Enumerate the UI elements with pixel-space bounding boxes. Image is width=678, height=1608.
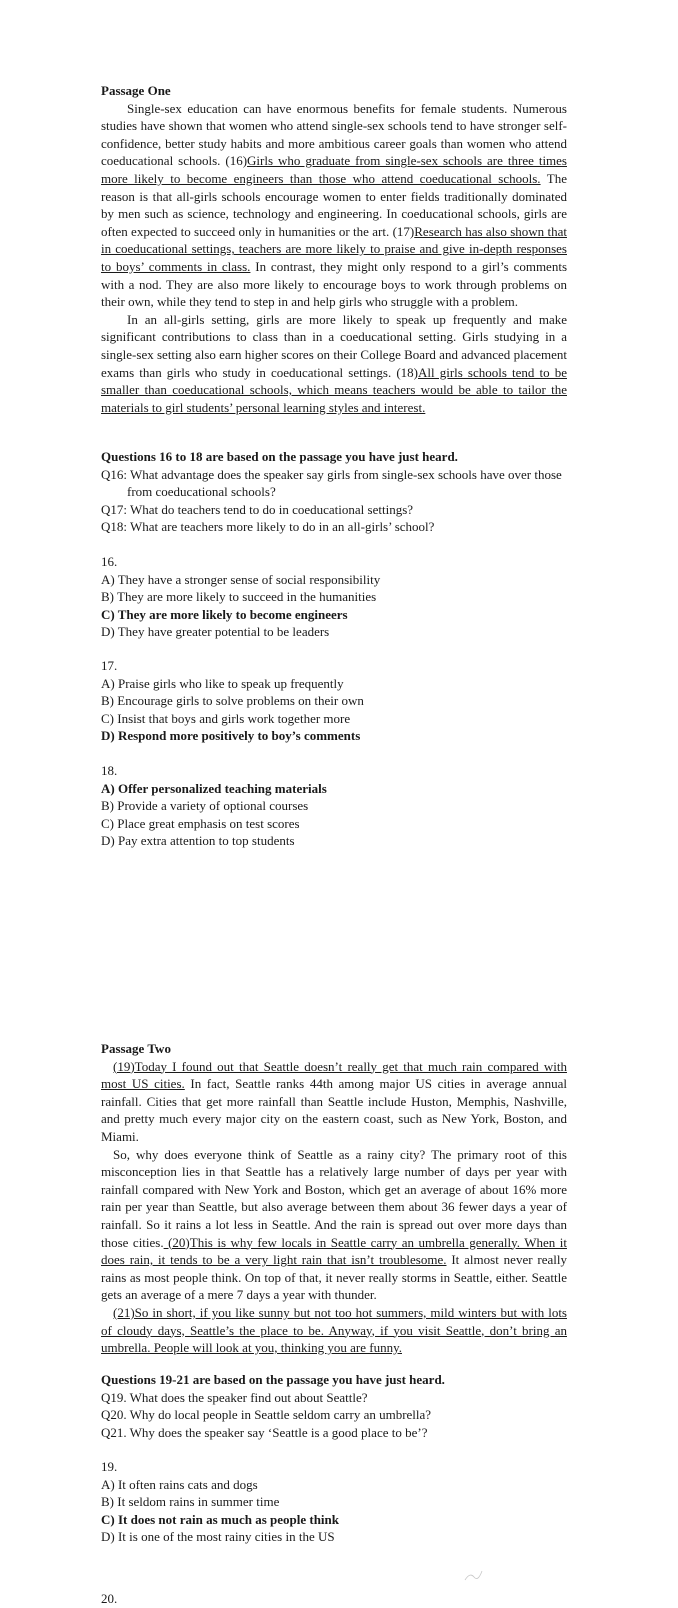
- question-number: 19.: [101, 1459, 118, 1474]
- questions-one-heading: Questions 16 to 18 are based on the passage you have just heard.: [101, 449, 458, 464]
- option-a: A) They have a stronger sense of social responsibility: [101, 571, 381, 587]
- answer-group-20: [101, 1590, 567, 1608]
- answer-group-17: [101, 657, 567, 745]
- text-run: So, why does everyone think of Seattle as a rainy city? The primary root of this misconception lies in that Seattle has a relatively large number of days per year with rainfall compared with New York and Boston, which get an average of about 16% more rain per year than Seattle, but also average between them about 36 fewer days a year of rainfall. So it rains a lot less in Seattle. And the rain is spread out over more days than those cities.: [101, 1146, 567, 1250]
- passage-one: [101, 82, 567, 416]
- question-number: 20.: [101, 1591, 118, 1606]
- option-d-correct: D) Respond more positively to boy’s comments: [101, 728, 361, 744]
- passage-one-paragraph-2: [101, 311, 567, 417]
- underlined-answer-20: (20)This is why few locals in Seattle carry an umbrella generally. When it does rain, it tends to be a very light rain that isn’t troublesome.: [101, 1234, 567, 1268]
- option-a: A) Praise girls who like to speak up frequently: [101, 675, 344, 691]
- option-c-correct: C) It does not rain as much as people think: [101, 1511, 340, 1527]
- question-19: Q19. What does the speaker find out about Seattle?: [101, 1389, 368, 1405]
- passage-two-paragraph-3: [101, 1304, 567, 1357]
- question-20: Q20. Why do local people in Seattle seldom carry an umbrella?: [101, 1407, 432, 1423]
- passage-two-title: Passage Two: [101, 1041, 171, 1056]
- passage-two-paragraph-1: [101, 1058, 567, 1146]
- scan-artifact: [462, 1568, 484, 1584]
- underlined-answer-18: All girls schools tend to be smaller than coeducational schools, which means teachers would be able to tailor the materials to girl students’ personal learning styles and interest.: [101, 364, 567, 415]
- text-run: In contrast, they might only respond to a girl’s comments with a nod. They are also more likely to encourage boys to work through problems on their own, while they tend to step in and help girls who struggle with a problem.: [101, 258, 567, 310]
- questions-two-heading: Questions 19-21 are based on the passage you have just heard.: [101, 1372, 445, 1387]
- option-c: C) Place great emphasis on test scores: [101, 815, 300, 831]
- option-d: D) Pay extra attention to top students: [101, 833, 295, 849]
- questions-two: [101, 1371, 567, 1441]
- option-c: C) Insist that boys and girls work together more: [101, 710, 351, 726]
- answer-group-18: [101, 762, 567, 850]
- question-16: Q16: What advantage does the speaker say girls from single-sex schools have over those from coeducational schools?: [101, 466, 562, 500]
- text-run: Single-sex education can have enormous benefits for female students. Numerous studies have shown that women who attend single-sex schools tend to have stronger self-confidence, better study habits and more ambitious career goals than women who attend coeducational schools. (16): [101, 100, 567, 169]
- passage-two: [101, 1040, 567, 1357]
- underlined-answer-17: Research has also shown that in coeducational settings, teachers are more likely to praise and give in-depth responses to boys’ comments in class.: [101, 223, 567, 274]
- passage-two-paragraph-2: [101, 1146, 567, 1304]
- text-run: The reason is that all-girls schools encourage women to enter fields traditionally dominated by men such as science, technology and engineering. In coeducational schools, girls are often expected to succeed only in humanities or the art. (17): [101, 170, 567, 239]
- passage-one-title: Passage One: [101, 83, 171, 98]
- text-run: It almost never really rains as most people think. On top of that, it never really storms in Seattle, either. Seattle gets an average of a mere 7 days a year with thunder.: [101, 1252, 567, 1303]
- question-number: 16.: [101, 554, 118, 569]
- answer-group-19: [101, 1458, 567, 1546]
- text-run: In an all-girls setting, girls are more likely to speak up frequently and make significant contributions to class than in a coeducational setting. Girls studying in a single-sex setting also earn higher scores on their College Board and advanced placement exams than girls who study in coeducational settings. (18): [101, 311, 567, 380]
- answer-group-16: [101, 553, 567, 641]
- option-a: A) It often rains cats and dogs: [101, 1476, 258, 1492]
- passage-one-paragraph-1: [101, 100, 567, 311]
- option-a-correct: A) Offer personalized teaching materials: [101, 780, 327, 796]
- option-c-correct: C) They are more likely to become engineers: [101, 606, 348, 622]
- question-18: Q18: What are teachers more likely to do in an all-girls’ school?: [101, 519, 435, 535]
- text-run: In fact, Seattle ranks 44th among major US cities in average annual rainfall. Cities that get more rainfall than Seattle include Huston, Memphis, Nashville, and pretty much every major city on the eastern coast, such as New York, Boston, and Miami.: [101, 1076, 568, 1144]
- option-d: D) They have greater potential to be leaders: [101, 624, 330, 640]
- option-b: B) Encourage girls to solve problems on their own: [101, 693, 364, 709]
- question-21: Q21. Why does the speaker say ‘Seattle is a good place to be’?: [101, 1424, 428, 1440]
- questions-one: [101, 448, 567, 536]
- question-17: Q17: What do teachers tend to do in coeducational settings?: [101, 501, 414, 517]
- underlined-answer-16: Girls who graduate from single-sex schools are three times more likely to become engineers than those who attend coeducational schools.: [101, 153, 567, 186]
- question-number: 18.: [101, 763, 118, 778]
- underlined-answer-19: (19)Today I found out that Seattle doesn’t really get that much rain compared with most US cities.: [101, 1058, 567, 1092]
- option-b: B) They are more likely to succeed in the humanities: [101, 589, 377, 605]
- option-b: B) Provide a variety of optional courses: [101, 798, 309, 814]
- question-number: 17.: [101, 658, 118, 673]
- underlined-answer-21: (21)So in short, if you like sunny but not too hot summers, mild winters but with lots of cloudy days, Seattle’s the place to be. Anyway, if you visit Seattle, don’t bring an umbrella. People will look at you, thinking you are funny.: [101, 1304, 567, 1356]
- option-b: B) It seldom rains in summer time: [101, 1494, 280, 1510]
- option-d: D) It is one of the most rainy cities in the US: [101, 1529, 335, 1545]
